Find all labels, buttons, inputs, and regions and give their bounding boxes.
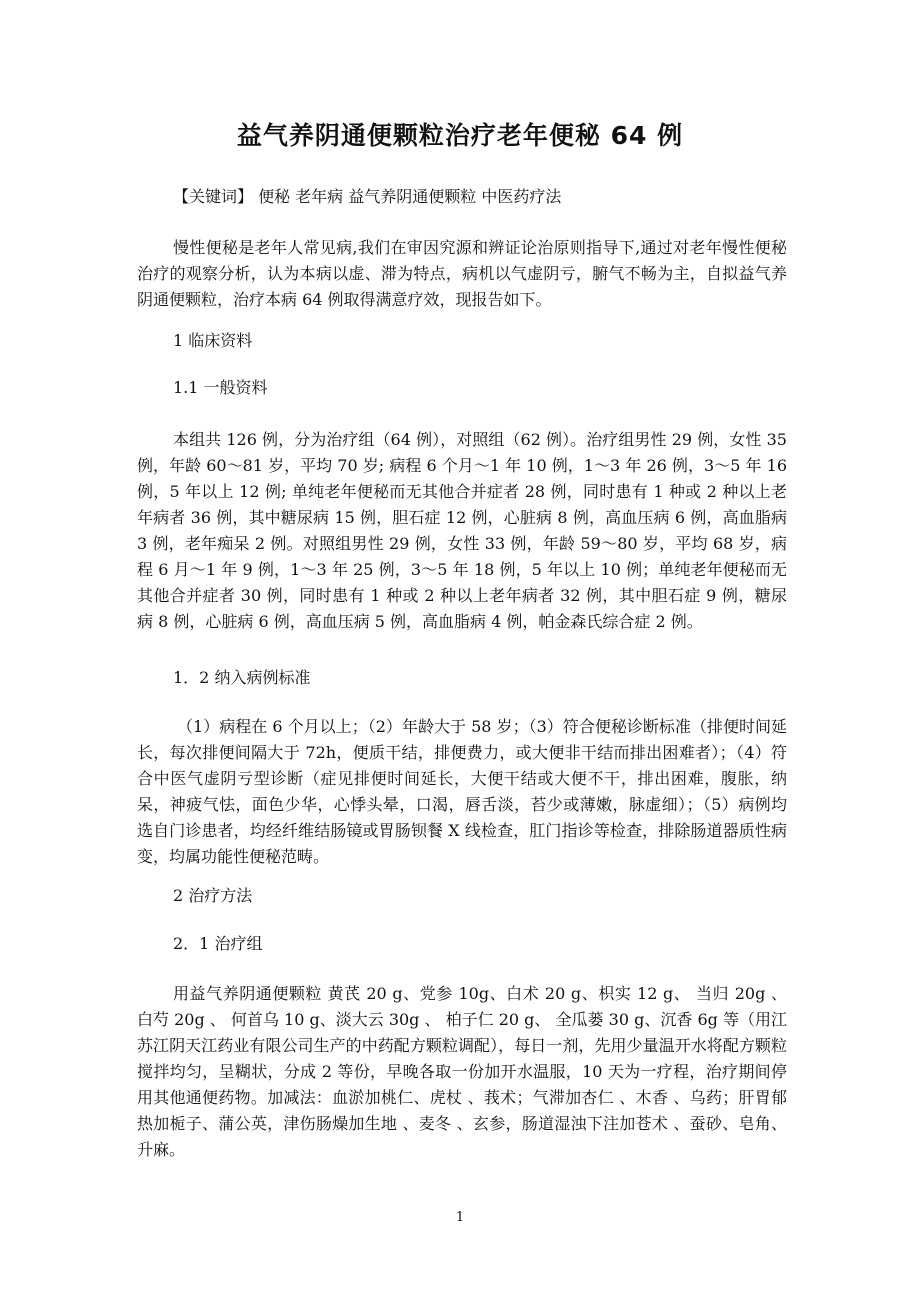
keywords-line: 【关键词】 便秘 老年病 益气养阴通便颗粒 中医药疗法 (173, 187, 562, 206)
section-1-1-body: 本组共 126 例，分为治疗组（64 例），对照组（62 例）。治疗组男性 29 例，女性 35 例，年龄 60～81 岁，平均 70 岁; 病程 6 个月～1 年 10 例，1～3 年 26 例，3～5 年 16 例，5 年以上 12 例; 单纯老年便秘而无其他合并症者 28 例，同时患有 1 种或 2 种以上老年病者 36 例，其中糖尿病 15 例，胆石症 12 例，心脏病 8 例，高血压病 6 例，高血脂病 3 例，老年痴呆 2 例。对照组男性 29 例，女性 33 例，年龄 59～80 岁，平均 68 岁，病程 6 月～1 年 9 例，1～3 年 25 例，3～5 年 18 例，5 年以上 10 例；单纯老年便秘而无其他合并症者 30 例，同时患有 1 种或 2 种以上老年病者 32 例，其中胆石症 9 例，糖尿病 8 例，心脏病 6 例，高血压病 5 例，高血脂病 4 例，帕金森氏综合症 2 例。 (137, 430, 787, 631)
section-1-2-body: （1）病程在 6 个月以上；（2）年龄大于 58 岁；（3）符合便秘诊断标准（排便时间延长，每次排便间隔大于 72h，便质干结，排便费力，或大便非干结而排出困难者）；（4）符合中医气虚阴亏型诊断（症见排便时间延长，大便干结或大便不干，排出困难，腹胀，纳呆，神疲气怯，面色少华，心悸头晕，口渴，唇舌淡，苔少或薄嫩，脉虚细）；（5）病例均选自门诊患者，均经纤维结肠镜或胃肠钡餐 X 线检查，肛门指诊等检查，排除肠道器质性病变，均属功能性便秘范畴。 (137, 717, 787, 866)
section-1-heading: 1 临床资料 (173, 331, 253, 350)
section-2-1-body: 用益气养阴通便颗粒 黄芪 20 g、党参 10g、白术 20 g、枳实 12 g、 当归 20g 、 白芍 20g 、 何首乌 10 g、淡大云 30g 、 柏子仁 20 g、 全瓜蒌 30 g、沉香 6g 等（用江苏江阴天江药业有限公司生产的中药配方颗粒调配），每日一剂，先用少量温开水将配方颗粒搅拌均匀，呈糊状，分成 2 等份，早晚各取一份加开水温服，10 天为一疗程，治疗期间停用其他通便药物。加减法：血淤加桃仁、虎杖 、莪术；气滞加杏仁 、木香 、乌药；肝胃郁热加栀子、蒲公英，津伤肠燥加生地 、麦冬 、玄参，肠道湿浊下注加苍术 、蚕砂、皂角、升麻。 (137, 984, 787, 1159)
document-title: 益气养阴通便颗粒治疗老年便秘 64 例 (236, 121, 684, 150)
section-1-1-heading: 1.1 一般资料 (173, 378, 268, 397)
section-1-2-heading: 1．2 纳入病例标准 (173, 668, 311, 687)
page-number: 1 (455, 1210, 465, 1225)
section-2-1-heading: 2．1 治疗组 (173, 934, 263, 953)
section-2-heading: 2 治疗方法 (173, 886, 253, 905)
intro-paragraph: 慢性便秘是老年人常见病,我们在审因究源和辨证论治原则指导下,通过对老年慢性便秘治疗的观察分析，认为本病以虚、滞为特点，病机以气虚阴亏，腑气不畅为主，自拟益气养阴通便颗粒，治疗本病 64 例取得满意疗效，现报告如下。 (137, 238, 787, 309)
